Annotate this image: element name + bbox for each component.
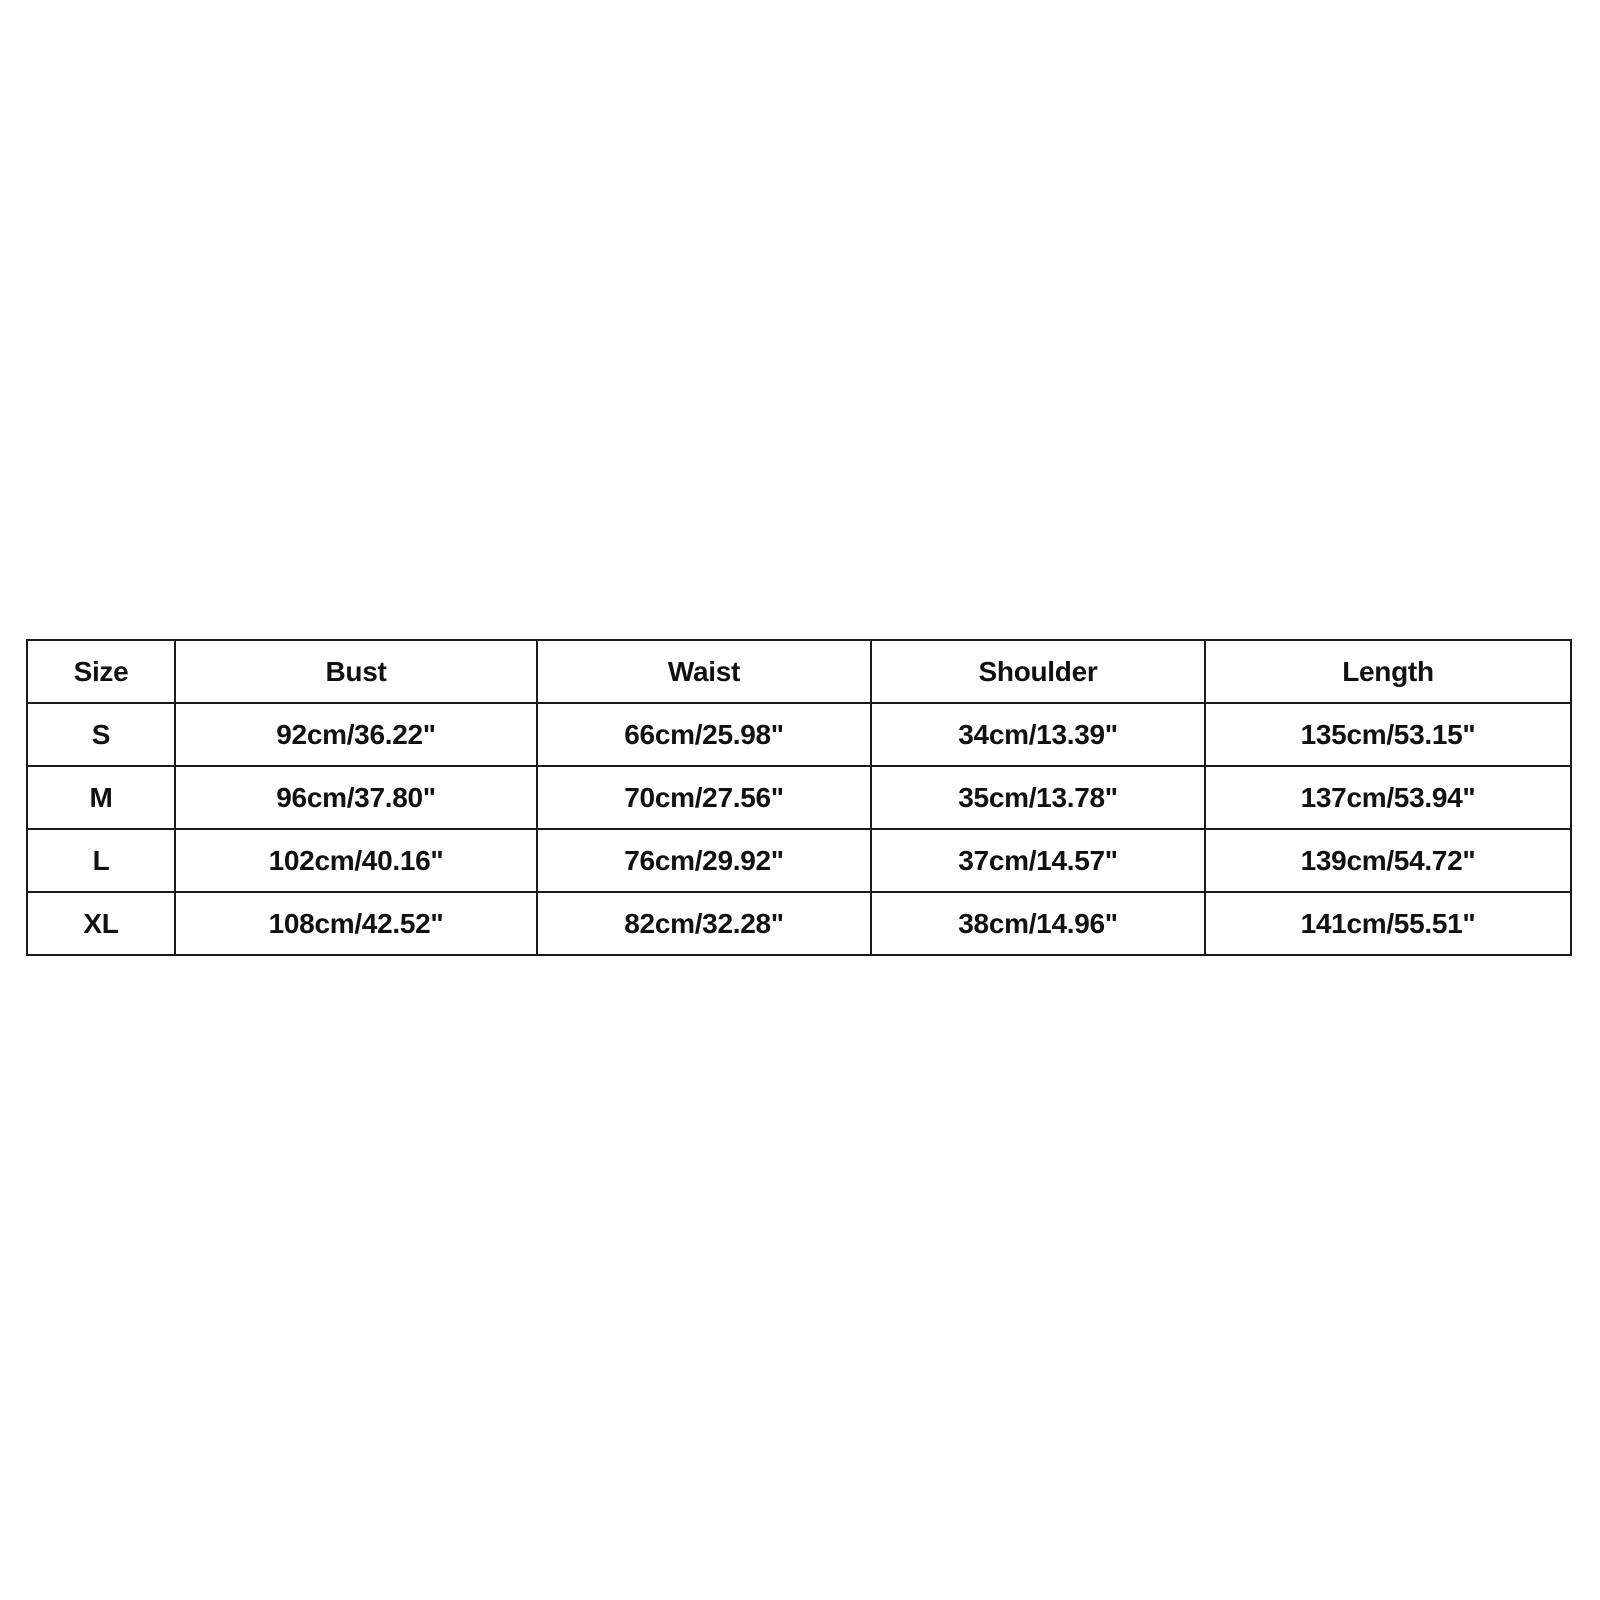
- header-size: Size: [27, 640, 175, 703]
- size-chart-table: [26, 639, 1572, 956]
- table-row: [27, 766, 1571, 829]
- length-cell: 141cm/55.51": [1205, 892, 1571, 955]
- header-bust: Bust: [175, 640, 537, 703]
- header-length: Length: [1205, 640, 1571, 703]
- header-waist: Waist: [537, 640, 871, 703]
- shoulder-cell: 37cm/14.57": [871, 829, 1205, 892]
- size-cell: S: [27, 703, 175, 766]
- header-shoulder: Shoulder: [871, 640, 1205, 703]
- table-row: [27, 829, 1571, 892]
- length-cell: 137cm/53.94": [1205, 766, 1571, 829]
- waist-cell: 82cm/32.28": [537, 892, 871, 955]
- size-cell: XL: [27, 892, 175, 955]
- waist-cell: 76cm/29.92": [537, 829, 871, 892]
- bust-cell: 96cm/37.80": [175, 766, 537, 829]
- header-row: [27, 640, 1571, 703]
- length-cell: 139cm/54.72": [1205, 829, 1571, 892]
- bust-cell: 102cm/40.16": [175, 829, 537, 892]
- size-cell: M: [27, 766, 175, 829]
- waist-cell: 70cm/27.56": [537, 766, 871, 829]
- shoulder-cell: 35cm/13.78": [871, 766, 1205, 829]
- waist-cell: 66cm/25.98": [537, 703, 871, 766]
- size-cell: L: [27, 829, 175, 892]
- length-cell: 135cm/53.15": [1205, 703, 1571, 766]
- table-row: [27, 892, 1571, 955]
- shoulder-cell: 34cm/13.39": [871, 703, 1205, 766]
- shoulder-cell: 38cm/14.96": [871, 892, 1205, 955]
- bust-cell: 92cm/36.22": [175, 703, 537, 766]
- table-row: [27, 703, 1571, 766]
- bust-cell: 108cm/42.52": [175, 892, 537, 955]
